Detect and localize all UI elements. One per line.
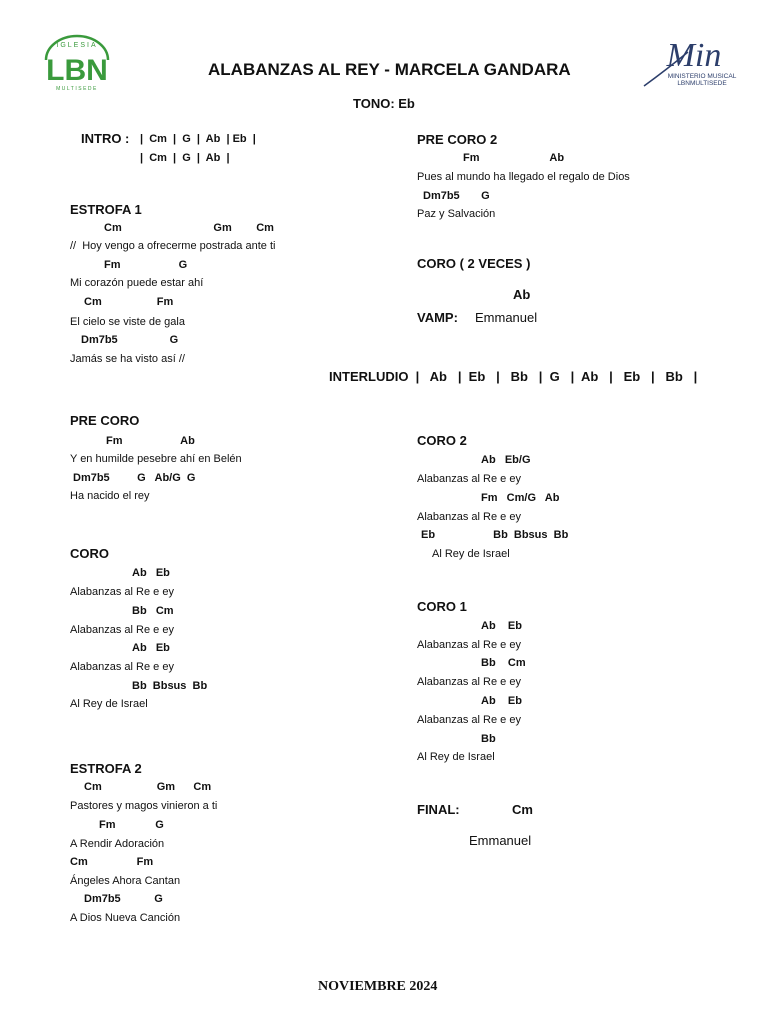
chord-line: Ab Eb bbox=[481, 620, 522, 632]
intro-label: INTRO : bbox=[81, 131, 130, 146]
ministry-logo-line2: LBNMULTISEDE bbox=[677, 80, 727, 87]
chord-line: Fm G bbox=[99, 819, 164, 831]
chord-line: Dm7b5 G bbox=[81, 334, 179, 346]
section-title: PRE CORO bbox=[70, 413, 140, 428]
chord-line: Ab Eb/G bbox=[481, 454, 531, 466]
chord-line: Fm Ab bbox=[106, 435, 195, 447]
lyric-line: Pues al mundo ha llegado el regalo de Dios bbox=[417, 171, 630, 183]
lyric-line: A Rendir Adoración bbox=[70, 838, 165, 850]
lyric-line: Ángeles Ahora Cantan bbox=[70, 875, 181, 887]
final-chord: Cm bbox=[512, 802, 533, 817]
chord-line: Dm7b5 G bbox=[423, 190, 490, 202]
chord-line: Ab Eb bbox=[132, 567, 170, 579]
lyric-line: Alabanzas al Re e ey bbox=[70, 661, 174, 673]
intro-line: | Cm | G | Ab | bbox=[140, 152, 230, 164]
intro-line: | Cm | G | Ab | Eb | bbox=[140, 133, 256, 145]
lyric-line: Al Rey de Israel bbox=[432, 548, 510, 560]
vamp-chord: Ab bbox=[513, 287, 531, 302]
lyric-line: Alabanzas al Re e ey bbox=[417, 511, 521, 523]
chord-line: Bb bbox=[481, 733, 496, 745]
lyric-line: // Hoy vengo a ofrecerme postrada ante ti bbox=[70, 240, 276, 252]
vamp-label: VAMP: bbox=[417, 310, 458, 325]
lyric-line: A Dios Nueva Canción bbox=[70, 912, 181, 924]
lyric-line: Ha nacido el rey bbox=[70, 490, 150, 502]
chord-line: Dm7b5 G bbox=[84, 893, 163, 905]
chord-line: Ab Eb bbox=[481, 695, 522, 707]
chord-line: Fm Cm/G Ab bbox=[481, 492, 560, 504]
chord-line: Ab Eb bbox=[132, 642, 170, 654]
lyric-line: Alabanzas al Re e ey bbox=[417, 676, 521, 688]
lyric-line: Alabanzas al Re e ey bbox=[70, 586, 174, 598]
section-title: ESTROFA 1 bbox=[70, 202, 142, 217]
lyric-line: Alabanzas al Re e ey bbox=[417, 473, 521, 485]
footer-date: NOVIEMBRE 2024 bbox=[318, 979, 438, 994]
lyric-line: Paz y Salvación bbox=[417, 208, 496, 220]
logo-bottom-text: MULTISEDE bbox=[56, 86, 98, 92]
section-title: ESTROFA 2 bbox=[70, 761, 142, 776]
lyric-line: Jamás se ha visto así // bbox=[70, 353, 185, 365]
section-title: CORO 1 bbox=[417, 599, 467, 614]
chord-line: Cm Fm bbox=[70, 856, 154, 868]
lyric-line: El cielo se viste de gala bbox=[70, 316, 185, 328]
chord-line: Eb Bb Bbsus Bb bbox=[421, 529, 569, 541]
lyric-line: Alabanzas al Re e ey bbox=[70, 624, 174, 636]
lyric-line: Al Rey de Israel bbox=[70, 698, 148, 710]
lyric-line: Pastores y magos vinieron a ti bbox=[70, 800, 218, 812]
final-label: FINAL: bbox=[417, 802, 460, 817]
final-text: Emmanuel bbox=[469, 833, 532, 848]
song-key: TONO: Eb bbox=[353, 96, 415, 111]
logo-main-text: LBN bbox=[46, 54, 108, 87]
chord-line: Bb Bbsus Bb bbox=[132, 680, 208, 692]
section-title: CORO 2 bbox=[417, 433, 467, 448]
ministry-logo bbox=[636, 30, 748, 92]
chord-line: Bb Cm bbox=[481, 657, 526, 669]
lyric-line: Al Rey de Israel bbox=[417, 751, 495, 763]
church-logo bbox=[40, 32, 114, 94]
chord-line: Dm7b5 G Ab/G G bbox=[73, 472, 196, 484]
lyric-line: Mi corazón puede estar ahí bbox=[70, 277, 204, 289]
chord-line: Cm Gm Cm bbox=[84, 781, 212, 793]
lyric-line: Alabanzas al Re e ey bbox=[417, 714, 521, 726]
interlude-line: INTERLUDIO | Ab | Eb | Bb | G | Ab | Eb | Bb | bbox=[329, 369, 698, 384]
chord-line: Bb Cm bbox=[132, 605, 174, 617]
vamp-text: Emmanuel bbox=[475, 310, 538, 325]
lyric-line: Y en humilde pesebre ahí en Belén bbox=[70, 453, 242, 465]
ministry-logo-main: Min bbox=[666, 37, 722, 74]
lyric-line: Alabanzas al Re e ey bbox=[417, 639, 521, 651]
chord-line: Cm Gm Cm bbox=[104, 222, 274, 234]
song-title: ALABANZAS AL REY - MARCELA GANDARA bbox=[208, 60, 571, 79]
section-title: CORO ( 2 VECES ) bbox=[417, 256, 531, 271]
section-title: PRE CORO 2 bbox=[417, 132, 498, 147]
chord-line: Fm Ab bbox=[463, 152, 565, 164]
logo-top-text: IGLESIA bbox=[56, 42, 98, 49]
chord-line: Fm G bbox=[104, 259, 188, 271]
ministry-logo-line1: MINISTERIO MUSICAL bbox=[667, 73, 737, 80]
section-title: CORO bbox=[70, 546, 109, 561]
chord-line: Cm Fm bbox=[84, 296, 174, 308]
